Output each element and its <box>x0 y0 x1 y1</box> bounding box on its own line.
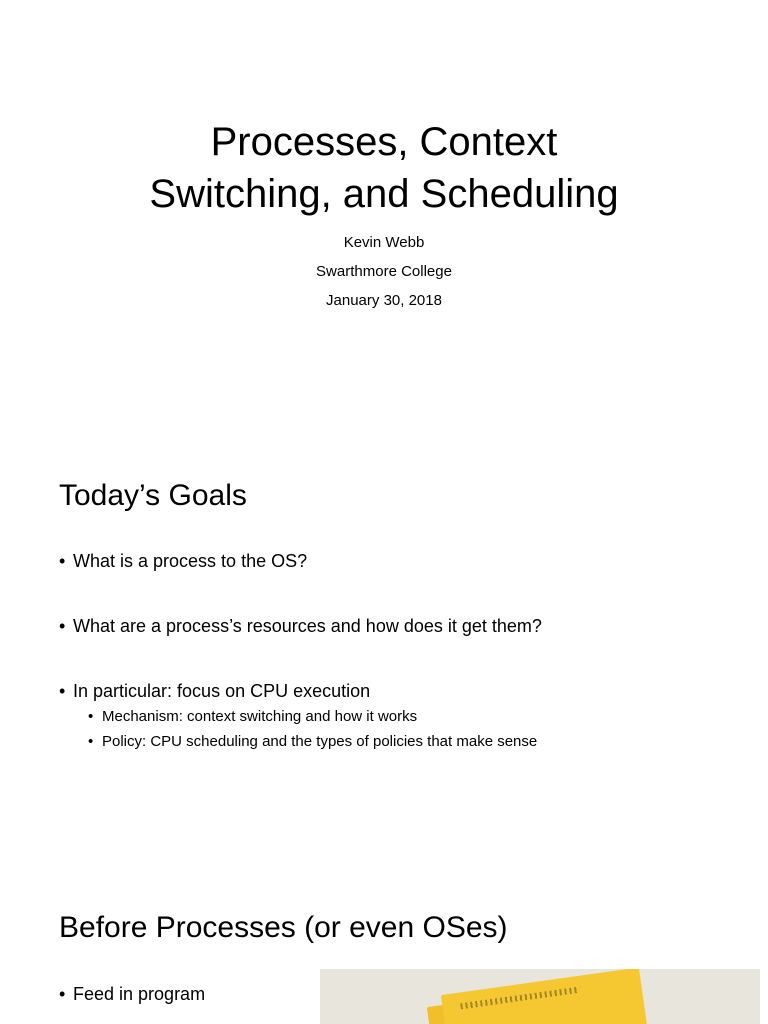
bullet-item <box>59 614 542 638</box>
bullet-icon: • <box>59 616 66 636</box>
slide-heading: Today’s Goals <box>59 479 247 512</box>
slide-subtitle <box>0 228 768 315</box>
bullet-text: In particular: focus on CPU execution <box>73 681 371 701</box>
bullet-text: What is a process to the OS? <box>73 551 308 571</box>
before-processes-slide <box>0 864 768 1024</box>
goals-slide <box>0 432 768 864</box>
title-line-1: Processes, Context <box>210 120 558 164</box>
slide-title <box>0 116 768 220</box>
bullet-icon: • <box>59 681 66 701</box>
bullet-text: What are a process’s resources and how does it get them? <box>73 616 542 636</box>
bullet-icon: • <box>59 984 66 1004</box>
punch-cards-photo <box>320 969 760 1024</box>
bullet-text: Feed in program <box>73 984 206 1004</box>
author-name: Kevin Webb <box>343 234 425 251</box>
sub-bullet-text: Policy: CPU scheduling and the types of policies that make sense <box>102 733 538 750</box>
title-line-2: Switching, and Scheduling <box>149 172 619 216</box>
bullet-item <box>59 679 370 703</box>
title-slide <box>0 0 768 432</box>
bullet-item <box>59 549 307 573</box>
sub-bullet-item <box>88 707 417 727</box>
bullet-item <box>59 982 205 1006</box>
presentation-date: January 30, 2018 <box>326 292 442 309</box>
bullet-icon: • <box>88 708 94 725</box>
sub-bullet-item <box>88 732 537 752</box>
bullet-icon: • <box>59 551 66 571</box>
slide-heading: Before Processes (or even OSes) <box>59 911 508 944</box>
bullet-icon: • <box>88 733 94 750</box>
institution-name: Swarthmore College <box>316 263 452 280</box>
sub-bullet-text: Mechanism: context switching and how it works <box>102 708 418 725</box>
